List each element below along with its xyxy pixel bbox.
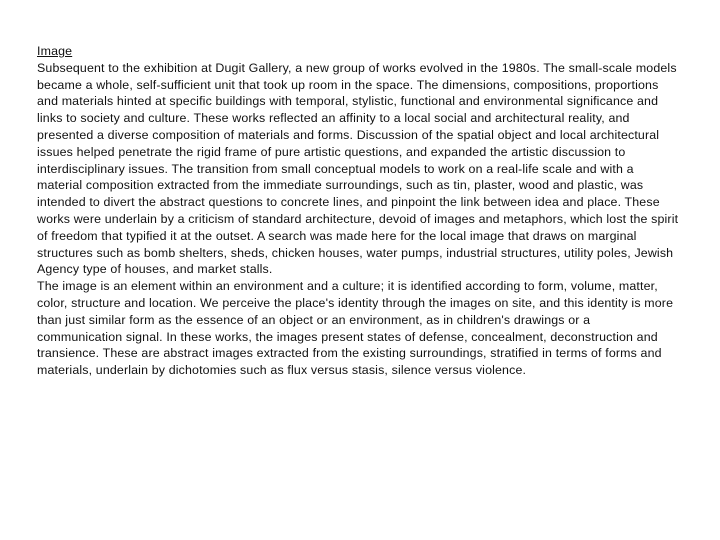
paragraph-1: Subsequent to the exhibition at Dugit Gallery, a new group of works evolved in the 1980s. The small-scale models became a whole, self-sufficient unit that took up room in the space. The dimensions, compositions, proportions and materials hinted at specific buildings with temporal, stylistic, functional and environmental significance and links to society and culture. These works reflected an affinity to a local social and architectural reality, and presented a diverse composition of materials and forms. Discussion of the spatial object and local architectural issues helped penetrate the rigid frame of pure artistic questions, and expanded the artistic discussion to interdisciplinary issues. The transition from small conceptual models to work on a real-life scale and with a material composition extracted from the immediate surroundings, such as tin, plaster, wood and plastic, was intended to divert the abstract questions to concrete lines, and pinpoint the link between idea and place. These works were underlain by a criticism of standard architecture, devoid of images and metaphors, which lost the spirit of freedom that typified it at the outset. A search was made here for the local image that draws on marginal structures such as bomb shelters, sheds, chicken houses, water pumps, industrial structures, utility poles, Jewish Agency type of houses, and market stalls. (37, 60, 679, 277)
document-title: Image (37, 44, 73, 58)
document-body (37, 43, 679, 379)
paragraph-2: The image is an element within an environment and a culture; it is identified according to form, volume, matter, color, structure and location. We perceive the place's identity through the images on site, and this identity is more than just similar form as the essence of an object or an environment, as in children's drawings or a communication signal. In these works, the images present states of defense, concealment, deconstruction and transience. These are abstract images extracted from the existing surroundings, stratified in terms of forms and materials, underlain by dichotomies such as flux versus stasis, silence versus violence. (37, 279, 674, 378)
